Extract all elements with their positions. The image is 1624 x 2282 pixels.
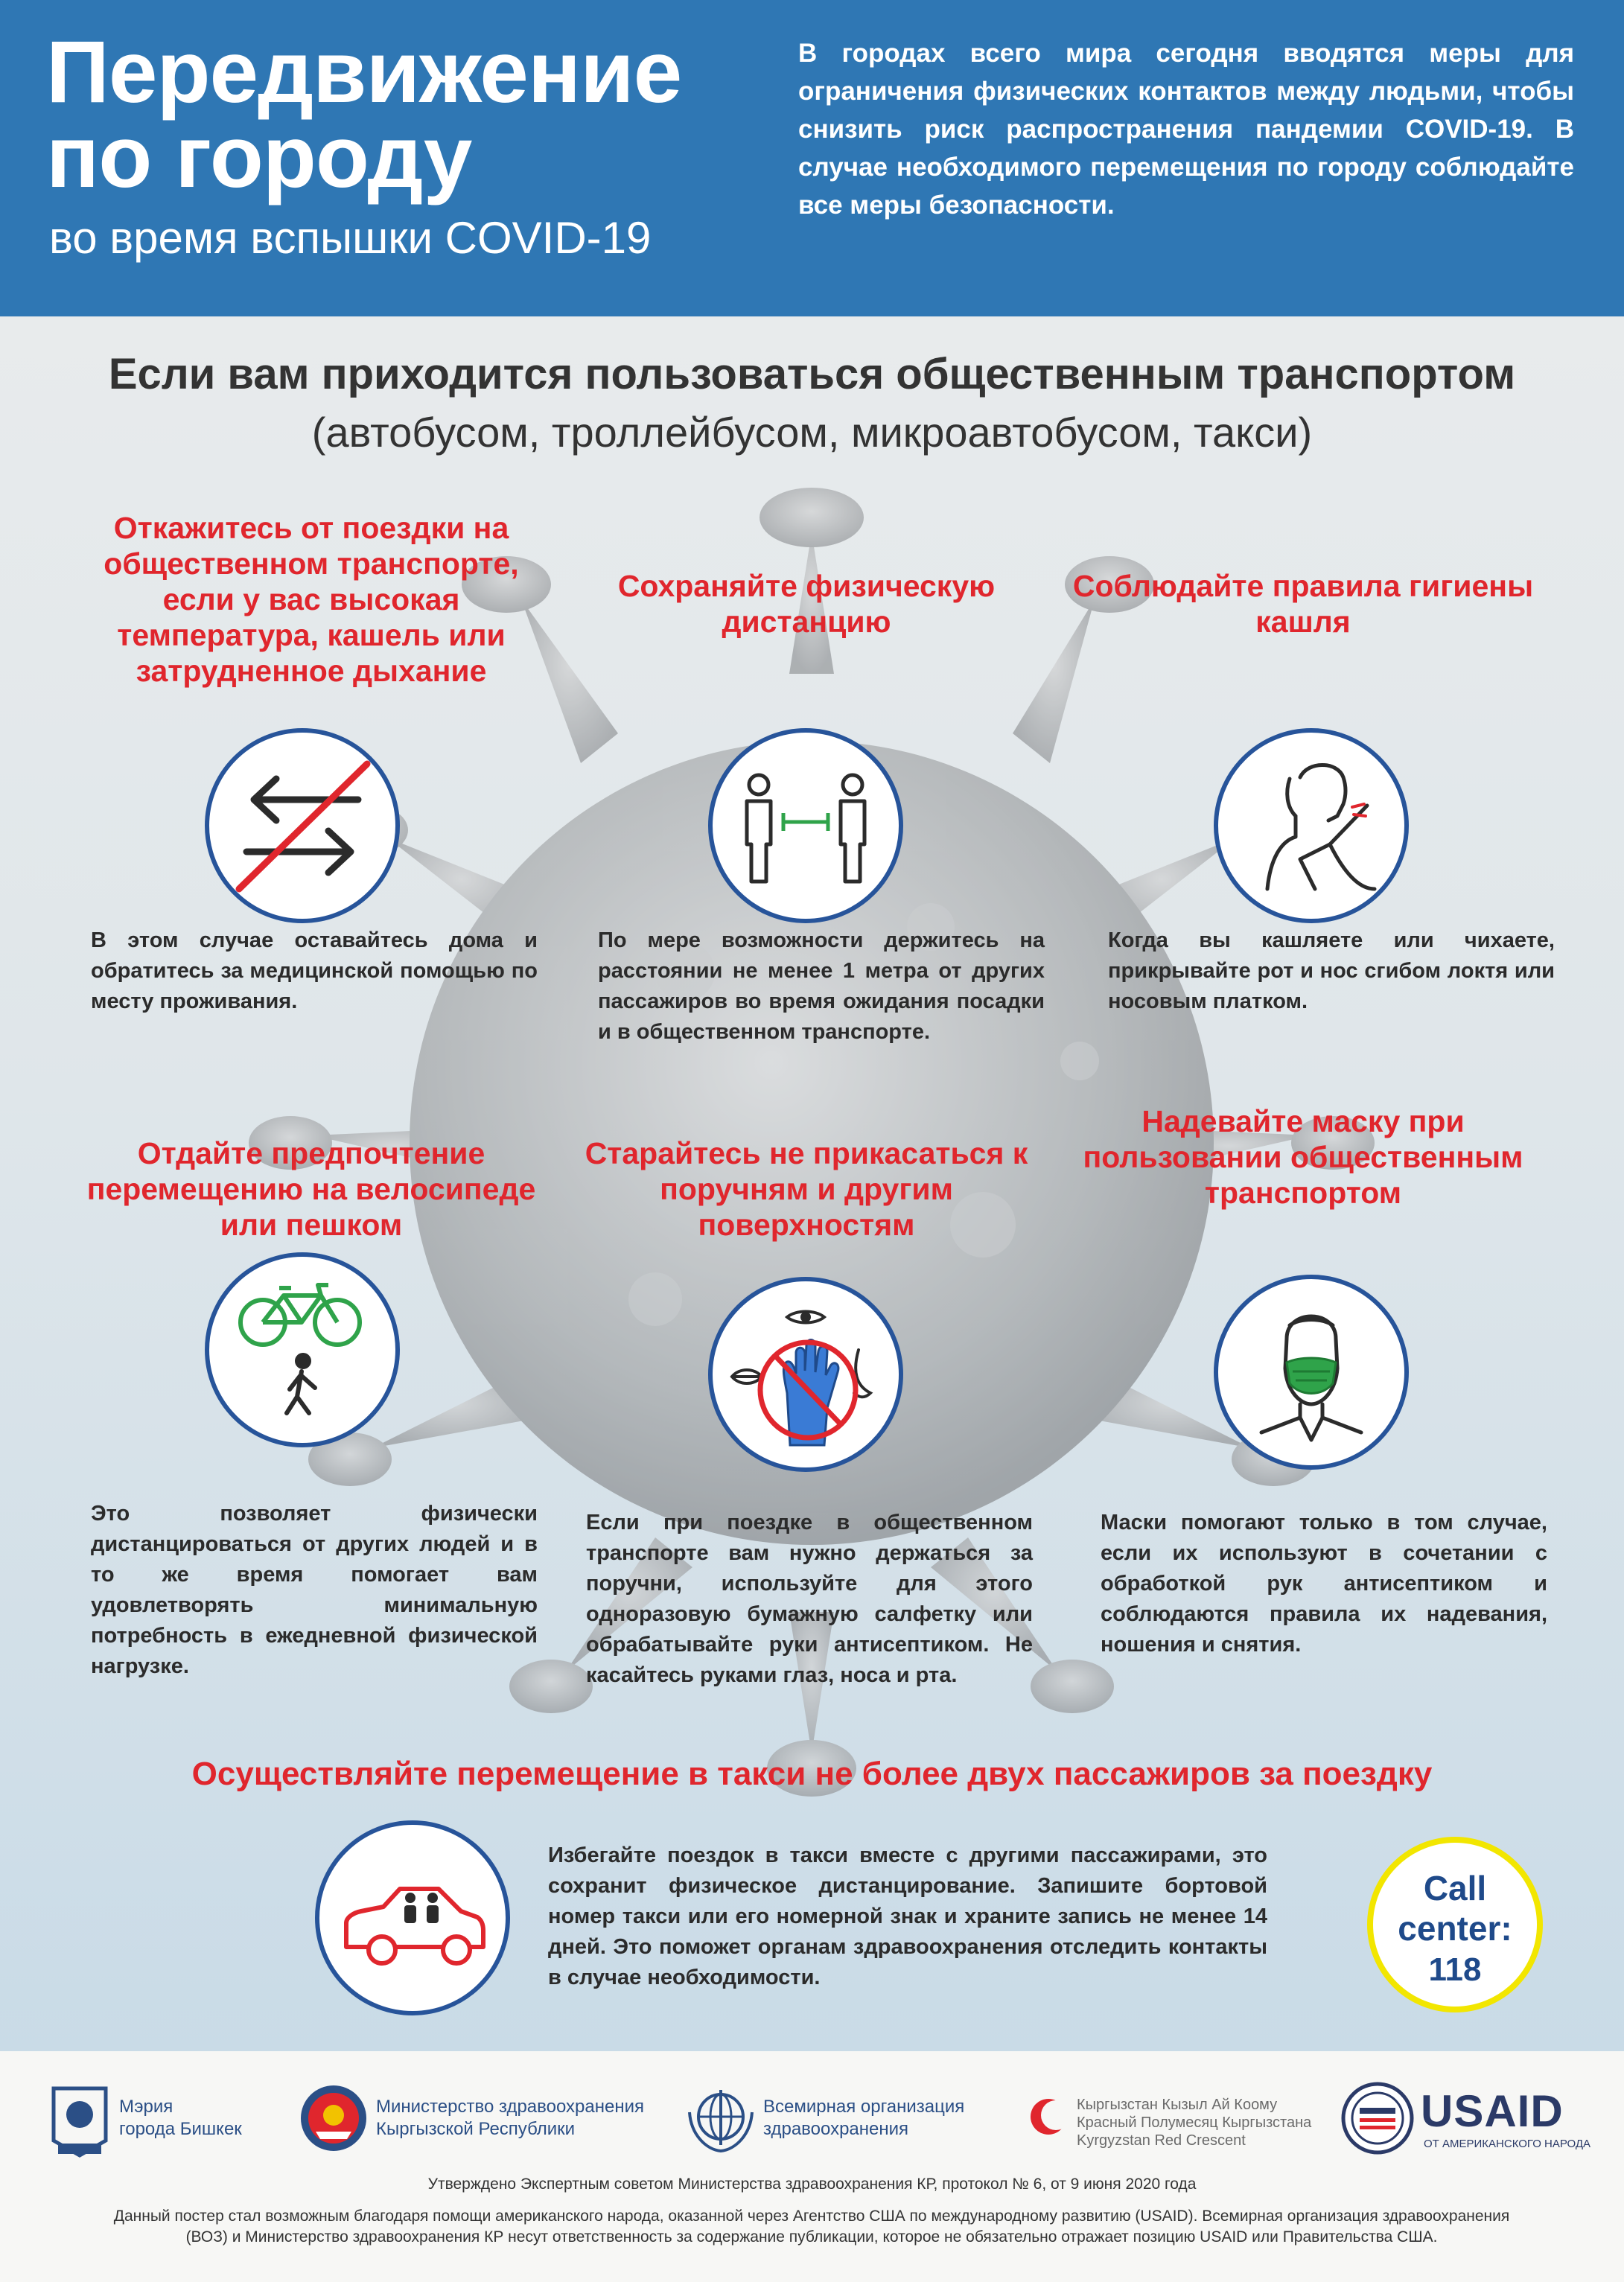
logo-line: Мэрия (119, 2097, 173, 2117)
section-title: Если вам приходится пользоваться общественным транспортом (108, 350, 1516, 398)
tip-text: В этом случае оставайтесь дома и обратитесь за медицинской помощью по месту проживания. (91, 928, 538, 1013)
bishkek-logo-text (119, 2096, 242, 2141)
title-line-2: по городу (46, 108, 472, 206)
poster-subtitle: во время вспышки COVID-19 (49, 213, 652, 263)
who-emblem-icon (684, 2082, 758, 2154)
disclaimer-text: Данный постер стал возможным благодаря помощи американского народа, оказанной через Агентство США по международному развитию (USAID). Всемирная организация здравоохранения (ВОЗ) и Министерство здравоохранения КР несут ответственность за содержание публикации, которое не обязательно отражает позицию USAID или Правительства США. (113, 2208, 1510, 2246)
no-touch-face-icon (708, 1277, 903, 1472)
cough-elbow-icon (1214, 728, 1409, 923)
logo-line: Кыргызской Республики (376, 2119, 576, 2139)
face-mask-icon (1214, 1275, 1409, 1470)
tip-heading: Соблюдайте правила гигиены кашля (1072, 569, 1534, 639)
usaid-seal-icon (1340, 2081, 1415, 2155)
tip-heading: Откажитесь от поездки на общественном транспорте, если у вас высокая температура, кашель или затрудненное дыхание (104, 511, 519, 688)
usaid-wordmark: USAID (1421, 2086, 1564, 2136)
ministry-logo-text (376, 2096, 644, 2141)
call-center-number: 118 (1428, 1951, 1482, 1988)
taxi-heading: Осуществляйте перемещение в такси не более двух пассажиров за поездку (191, 1756, 1433, 1792)
footer (0, 2051, 1624, 2282)
taxi-two-passengers-icon (315, 1820, 510, 2015)
who-logo-text (763, 2096, 964, 2141)
tip-heading: Отдайте предпочтение перемещению на велосипеде или пешком (86, 1136, 536, 1242)
logo-line: здравоохранения (763, 2119, 909, 2139)
header-banner (0, 0, 1624, 316)
red-crescent-icon (1026, 2094, 1071, 2139)
logo-line: Министерство здравоохранения (376, 2097, 644, 2117)
no-travel-arrows-icon (205, 728, 400, 923)
logo-line: Всемирная организация (763, 2097, 965, 2117)
logo-line: Kyrgyzstan Red Crescent (1077, 2132, 1246, 2149)
bishkek-city-emblem-icon (46, 2081, 113, 2163)
tip-heading: Старайтесь не прикасаться к поручням и другим поверхностям (585, 1136, 1028, 1242)
tip-text: Если при поездке в общественном транспорте вам нужно держаться за поручни, используйте для этого одноразовую бумажную салфетку или обрабатывайте руки антисептиком. Не касайтесь руками глаз, носа и рта. (586, 1511, 1033, 1687)
title-line-1: Передвижение (46, 23, 682, 121)
red-crescent-logo-text (1077, 2096, 1311, 2149)
bicycle-walk-icon (205, 1252, 400, 1447)
logo-line: города Бишкек (119, 2119, 242, 2139)
kyrgyz-emblem-icon (298, 2082, 369, 2154)
call-center-badge (1367, 1837, 1543, 2012)
tip-text: По мере возможности держитесь на расстоянии не менее 1 метра от других пассажиров во время ожидания посадки и в общественном транспорте. (598, 928, 1045, 1044)
taxi-text: Избегайте поездок в такси вместе с другими пассажирами, это сохранит физическое дистанцирование. Запишите бортовой номер такси или его номерной знак и храните запись не менее 14 дней. Это поможет органам здравоохранения отследить контакты в случае необходимости. (548, 1843, 1267, 1989)
tip-text: Это позволяет физически дистанцироваться от других людей и в то же время помогает вам удовлетворять минимальную потребность в ежедневной физической нагрузке. (91, 1502, 538, 1678)
usaid-tagline: ОТ АМЕРИКАНСКОГО НАРОДА (1424, 2138, 1591, 2150)
tip-text: Когда вы кашляете или чихаете, прикрывайте рот и нос сгибом локтя или носовым платком. (1108, 928, 1555, 1013)
physical-distance-icon (708, 728, 903, 923)
tip-heading: Надевайте маску при пользовании общественным транспортом (1083, 1104, 1523, 1210)
approval-note: Утверждено Экспертным советом Министерства здравоохранения КР, протокол № 6, от 9 июня 2020 года (427, 2176, 1197, 2193)
tip-text: Маски помогают только в том случае, если их используют в сочетании с обработкой рук антисептиком и соблюдаются правила их надевания, ношения и снятия. (1101, 1511, 1547, 1657)
logo-line: Кыргызстан Кызыл Ай Коому (1077, 2097, 1278, 2113)
poster-title (46, 23, 761, 206)
intro-paragraph: В городах всего мира сегодня вводятся меры для ограничения физических контактов между людьми, чтобы снизить риск распространения пандемии COVID-19. В случае необходимого перемещения по городу соблюдайте все меры безопасности. (798, 39, 1574, 220)
tip-heading: Сохраняйте физическую дистанцию (617, 569, 996, 639)
call-center-label: Call center: (1398, 1869, 1512, 1948)
section-subtitle: (автобусом, троллейбусом, микроавтобусом, такси) (311, 409, 1313, 456)
logo-line: Красный Полумесяц Кыргызстана (1077, 2114, 1312, 2131)
